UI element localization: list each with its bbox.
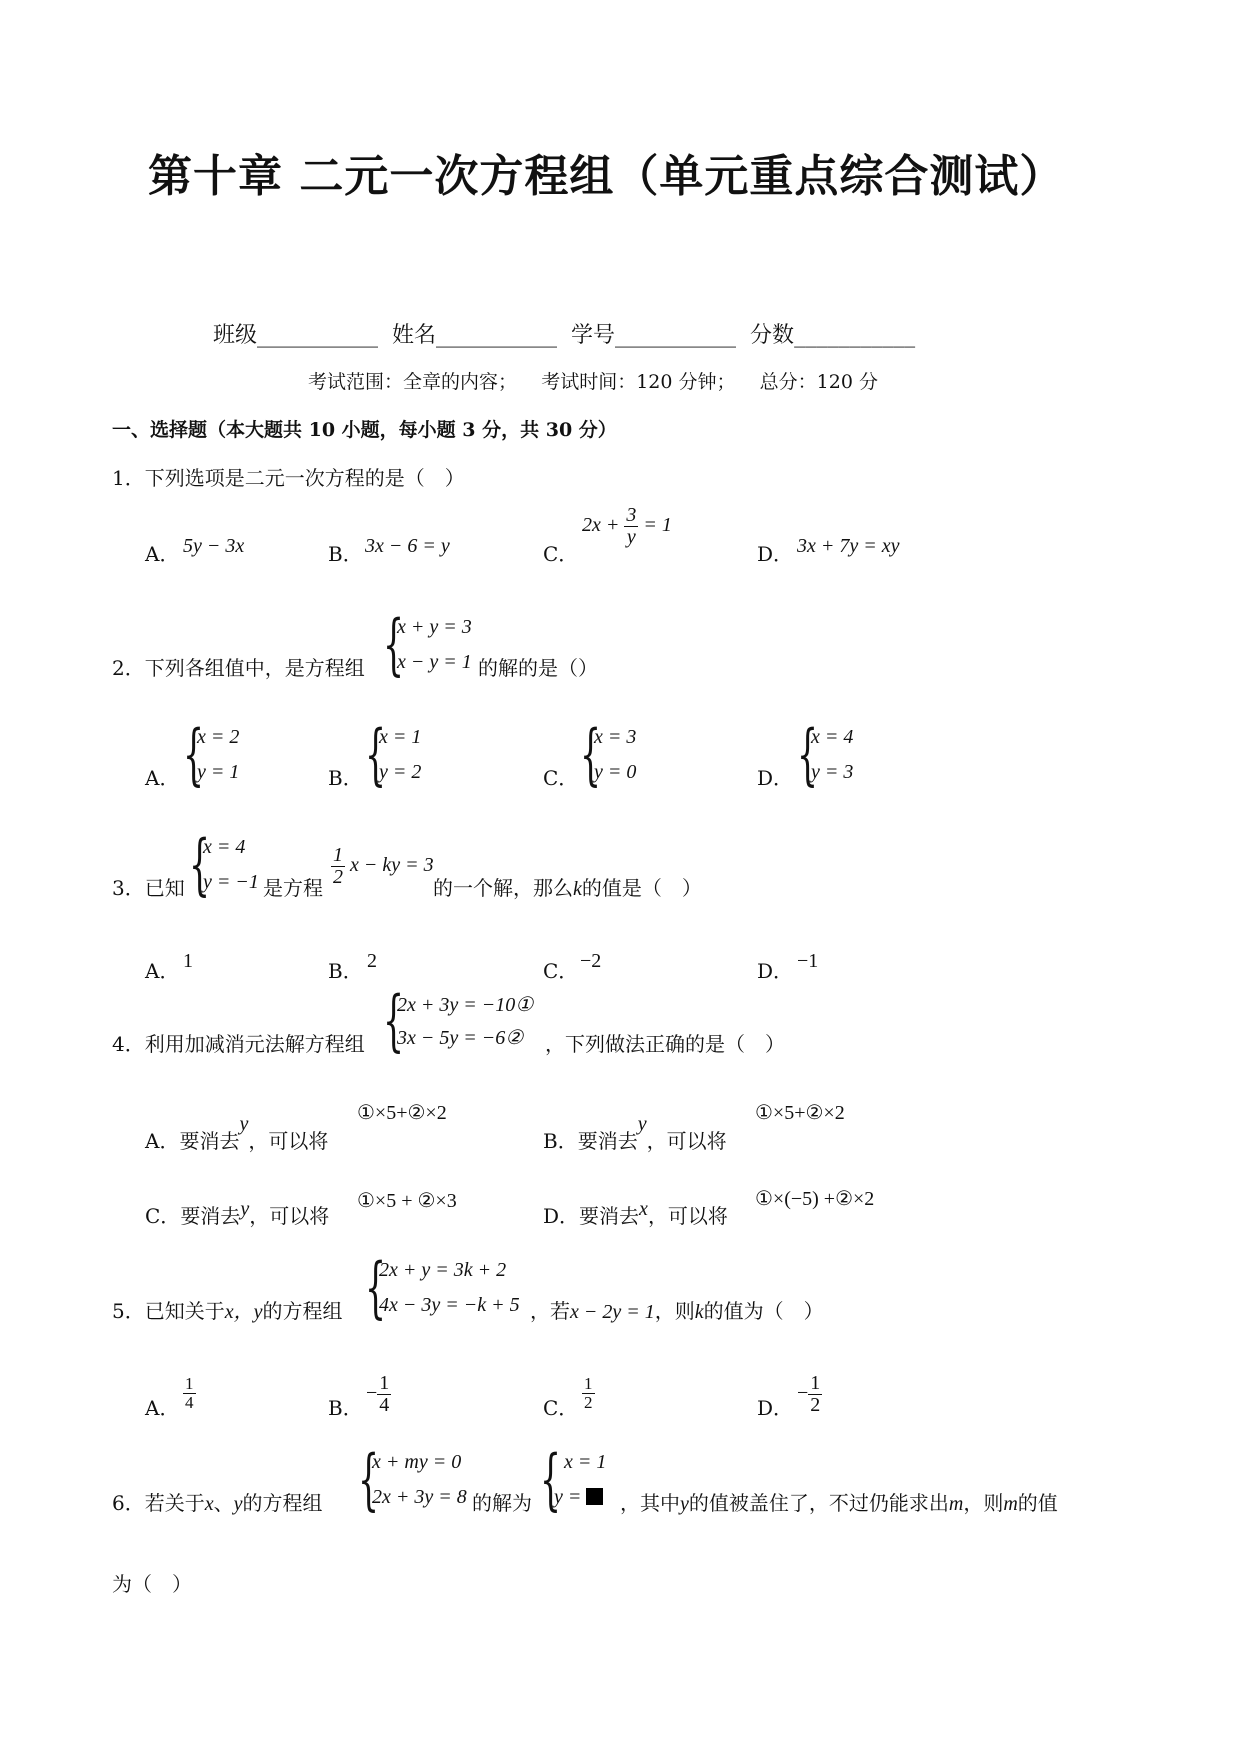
exam-scope-line (308, 367, 878, 394)
section-heading: 一、选择题（本大题共 10 小题，每小题 3 分，共 30 分） (112, 419, 617, 441)
exam-time: 考试时间：120 分钟； (541, 371, 736, 393)
q4-stem: 4．利用加减消元法解方程组 (112, 1032, 365, 1056)
q5-option-c-value: $\frac{1}{2}$ (584, 1374, 593, 1412)
q3-option-d-value: −1 (797, 950, 819, 972)
q1-option-d-expr: 3x + 7y = xy (797, 535, 900, 557)
q2-option-a-system: { x = 2 y = 1 (183, 716, 240, 793)
q1-option-c-expr: 2x + $\frac{3}{y}$ = 1 (582, 504, 672, 548)
score-blank[interactable]: ___________ (794, 323, 916, 348)
brace-icon: { (189, 826, 210, 903)
q6-solution-system: { x = 1 y = (540, 1441, 607, 1518)
q2-option-d[interactable]: D． (757, 766, 794, 790)
brace-icon: { (358, 1441, 379, 1518)
brace-icon: { (383, 982, 404, 1059)
q5-option-a-value: $\frac{1}{4}$ (185, 1374, 194, 1412)
q2-option-c[interactable]: C． (543, 766, 579, 790)
q4-equation-system: { 2x + 3y = −10① 3x − 5y = −6② (383, 982, 534, 1059)
q5-stem: 5．已知关于x，y的方程组 (112, 1299, 343, 1323)
q3-option-b[interactable]: B． (328, 959, 363, 983)
q6-equation-system: { x + my = 0 2x + 3y = 8 (358, 1441, 467, 1518)
q5-option-b-value: − $\frac{1}{4}$ (366, 1372, 390, 1416)
q1-stem: 1．下列选项是二元一次方程的是（ ） (112, 466, 465, 490)
q5-stem-end: ，若x − 2y = 1，则k的值为（ ） (530, 1299, 824, 1323)
id-label: 学号 (571, 323, 616, 348)
q4-option-d-expr: ①×(−5) +②×2 (755, 1188, 875, 1210)
class-label: 班级 (213, 323, 258, 348)
q3-option-a[interactable]: A． (145, 959, 180, 983)
score-label: 分数 (750, 323, 795, 348)
q1-option-b-expr: 3x − 6 = y (365, 535, 450, 557)
q4-stem-end: ，下列做法正确的是（ ） (545, 1032, 785, 1056)
q2-option-b[interactable]: B． (328, 766, 363, 790)
name-label: 姓名 (392, 323, 437, 348)
q4-option-a-expr: ①×5+②×2 (357, 1102, 447, 1124)
q3-solution-system: { x = 4 y = −1 (189, 826, 259, 903)
q5-option-d-value: − $\frac{1}{2}$ (797, 1372, 821, 1416)
q2-option-d-system: { x = 4 y = 3 (797, 716, 854, 793)
q4-option-b-expr: ①×5+②×2 (755, 1102, 845, 1124)
exam-total: 总分：120 分 (759, 371, 878, 393)
q3-option-b-value: 2 (367, 950, 377, 972)
q5-option-c[interactable]: C． (543, 1396, 579, 1420)
page-title: 第十章 二元一次方程组（单元重点综合测试） (148, 151, 1065, 202)
q1-option-d[interactable]: D． (757, 542, 794, 566)
q3-equation: $\frac{1}{2}$ x − ky = 3 (333, 844, 434, 888)
brace-icon: { (365, 1249, 386, 1326)
name-blank[interactable]: ___________ (436, 323, 558, 348)
q3-option-a-value: 1 (183, 950, 193, 972)
q2-equation-system: { x + y = 3 x − y = 1 (383, 606, 472, 683)
q5-equation-system: { 2x + y = 3k + 2 4x − 3y = −k + 5 (365, 1249, 520, 1326)
brace-icon: { (183, 716, 204, 793)
class-blank[interactable]: ___________ (257, 323, 379, 348)
id-blank[interactable]: ___________ (615, 323, 737, 348)
q2-option-c-system: { x = 3 y = 0 (580, 716, 637, 793)
q1-option-c[interactable]: C． (543, 542, 579, 566)
q3-stem-post: 的一个解，那么k的值是（ ） (433, 876, 702, 900)
q3-option-d[interactable]: D． (757, 959, 794, 983)
q2-stem-end: 的解的是（） (478, 656, 598, 680)
exam-range: 考试范围：全章的内容； (308, 371, 518, 393)
q5-option-d[interactable]: D． (757, 1396, 794, 1420)
q6-stem-sol: 的解为 (472, 1491, 532, 1515)
q1-option-b[interactable]: B． (328, 542, 363, 566)
q4-option-c[interactable]: C．要消去y，可以将 (145, 1198, 330, 1228)
brace-icon: { (365, 716, 386, 793)
brace-icon: { (580, 716, 601, 793)
q4-option-c-expr: ①×5 + ②×3 (357, 1190, 457, 1212)
covered-value-square (586, 1488, 603, 1505)
q4-option-a[interactable]: A．要消去y，可以将 (145, 1113, 329, 1153)
brace-icon: { (540, 1441, 561, 1518)
brace-icon: { (383, 606, 404, 683)
q4-option-d[interactable]: D．要消去x，可以将 (543, 1198, 728, 1228)
q5-option-a[interactable]: A． (145, 1396, 180, 1420)
q3-option-c-value: −2 (580, 950, 602, 972)
q2-option-a[interactable]: A． (145, 766, 180, 790)
q3-option-c[interactable]: C． (543, 959, 579, 983)
q3-stem-mid: 是方程 (263, 876, 323, 900)
q6-stem-line2: 为（ ） (112, 1572, 192, 1596)
brace-icon: { (797, 716, 818, 793)
q4-option-b[interactable]: B．要消去y，可以将 (543, 1113, 727, 1153)
q6-stem-end: ，其中y的值被盖住了，不过仍能求出m，则m的值 (620, 1491, 1058, 1515)
student-info-line (213, 318, 915, 349)
q5-option-b[interactable]: B． (328, 1396, 363, 1420)
q1-option-a-expr: 5y − 3x (183, 535, 245, 557)
q2-stem: 2．下列各组值中，是方程组 (112, 656, 365, 680)
q1-option-a[interactable]: A． (145, 542, 180, 566)
q6-stem: 6．若关于x、y的方程组 (112, 1491, 323, 1515)
q3-stem: 3．已知 (112, 876, 185, 900)
q2-option-b-system: { x = 1 y = 2 (365, 716, 422, 793)
